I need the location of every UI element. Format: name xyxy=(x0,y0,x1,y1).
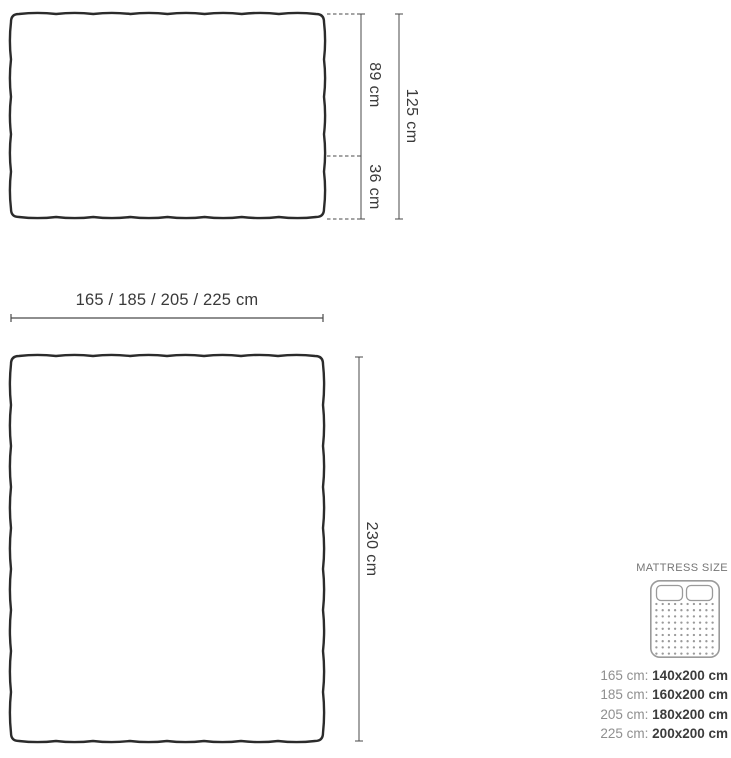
legend-row-value: 160x200 cm xyxy=(652,687,728,703)
front-view-dimensions xyxy=(327,14,403,219)
headboard-front-view xyxy=(10,13,325,218)
mattress-icon xyxy=(650,580,720,658)
length-dimension xyxy=(355,357,363,741)
legend-row-label: 225 cm: xyxy=(600,725,649,741)
legend-row-value: 180x200 cm xyxy=(652,706,728,722)
dimension-label-width-options: 165 / 185 / 205 / 225 cm xyxy=(75,291,259,309)
dimension-label-headboard-upper: 89 cm xyxy=(366,62,383,108)
legend-row-label: 185 cm: xyxy=(600,687,649,703)
bed-top-view xyxy=(10,355,324,742)
dimension-label-headboard-total: 125 cm xyxy=(403,88,420,144)
legend-row xyxy=(600,705,728,724)
legend-title: MATTRESS SIZE xyxy=(636,562,728,574)
mattress-size-legend xyxy=(600,562,728,743)
legend-row xyxy=(600,724,728,743)
legend-row-value: 200x200 cm xyxy=(652,725,728,741)
legend-row-value: 140x200 cm xyxy=(652,668,728,683)
legend-row xyxy=(600,685,728,704)
legend-row-label: 205 cm: xyxy=(600,706,649,722)
legend-row-label: 165 cm: xyxy=(600,668,649,683)
dimension-label-headboard-lower: 36 cm xyxy=(366,164,383,210)
dimension-label-length: 230 cm xyxy=(363,521,380,577)
width-dimension xyxy=(11,314,323,322)
legend-row xyxy=(600,666,728,685)
legend-rows xyxy=(600,666,728,743)
